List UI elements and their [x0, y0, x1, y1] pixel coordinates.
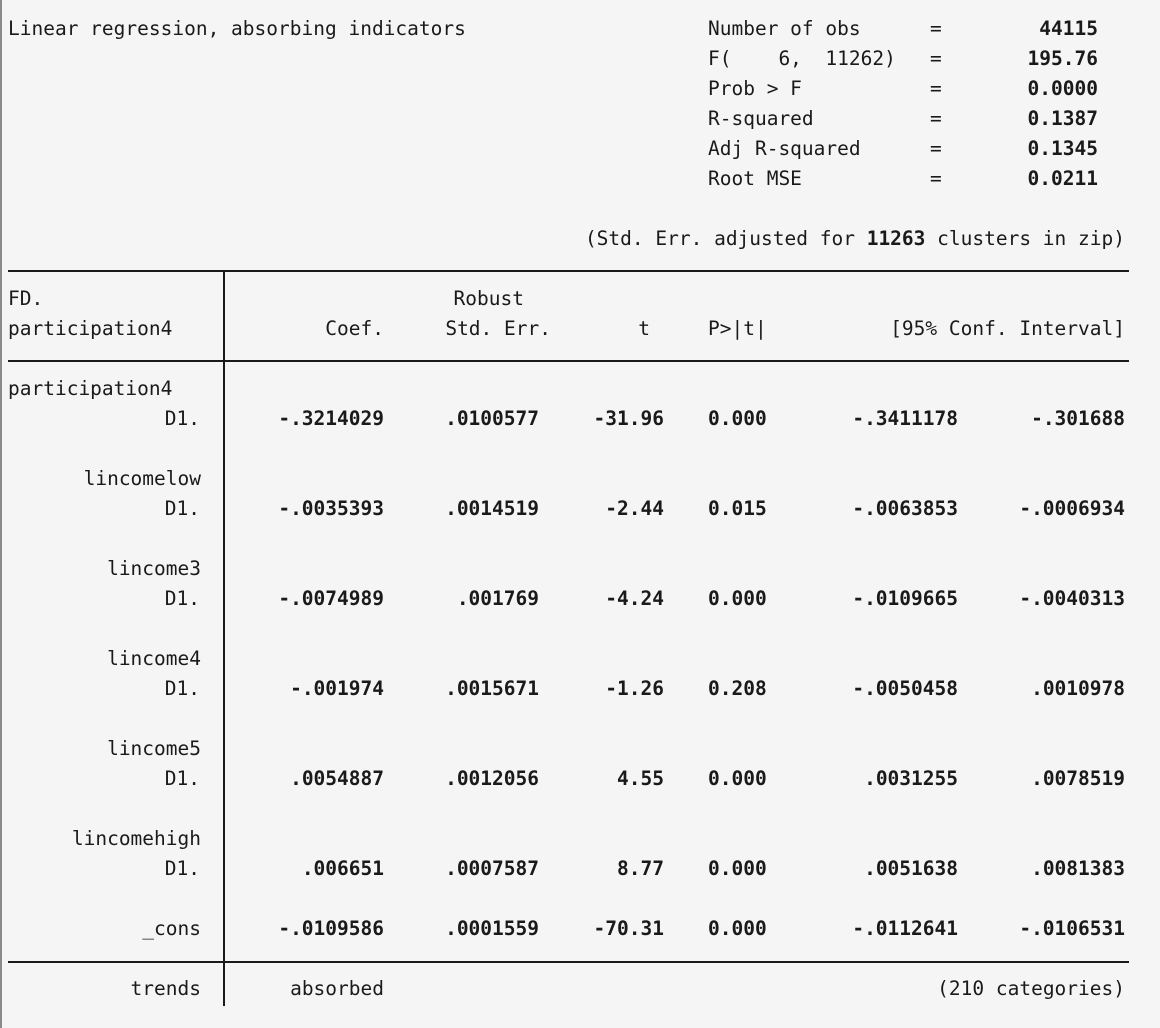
row-variable: lincomelow: [83, 467, 201, 490]
row-coef: -.0035393: [278, 497, 384, 520]
row-t: -4.24: [605, 587, 664, 610]
row-p: 0.000: [708, 857, 767, 880]
body-column-divider: [223, 361, 225, 962]
row-operator: D1.: [164, 497, 200, 520]
row-ci-low: -.0109665: [852, 587, 958, 610]
coef-header: Coef.: [325, 317, 384, 340]
row-ci-high: .0081383: [1031, 857, 1125, 880]
row-ci-high: .0010978: [1031, 677, 1125, 700]
robust-label: Robust: [453, 287, 524, 310]
table-header-rule: [8, 360, 1129, 362]
row-ci-low: -.0063853: [852, 497, 958, 520]
absorbed-status: absorbed: [290, 977, 384, 1000]
row-operator: D1.: [164, 767, 200, 790]
row-coef: -.0074989: [278, 587, 384, 610]
stat-label: Number of obs: [708, 17, 861, 40]
row-p: 0.000: [708, 767, 767, 790]
stat-label: Adj R-squared: [708, 137, 861, 160]
window-edge: [0, 0, 2, 1028]
row-stderr: .0014519: [445, 497, 539, 520]
row-stderr: .001769: [456, 587, 539, 610]
stat-eq: =: [930, 167, 942, 190]
stat-label: Root MSE: [708, 167, 802, 190]
row-coef: -.0109586: [278, 917, 384, 940]
row-ci-low: -.0112641: [852, 917, 958, 940]
table-top-rule: [8, 270, 1129, 272]
row-ci-high: -.0006934: [1019, 497, 1125, 520]
row-t: -70.31: [593, 917, 664, 940]
row-ci-high: -.0106531: [1019, 917, 1125, 940]
row-ci-high: -.301688: [1031, 407, 1125, 430]
row-coef: -.001974: [290, 677, 384, 700]
stat-label: Prob > F: [708, 77, 802, 100]
row-operator: D1.: [164, 407, 200, 430]
ci-header: [95% Conf. Interval]: [890, 317, 1125, 340]
row-variable: lincome4: [107, 647, 201, 670]
row-operator: D1.: [164, 587, 200, 610]
stat-value: 0.0211: [1027, 167, 1098, 190]
row-coef: .0054887: [290, 767, 384, 790]
row-variable: lincomehigh: [71, 827, 201, 850]
row-t: 8.77: [617, 857, 664, 880]
stat-value: 0.1387: [1027, 107, 1098, 130]
cluster-note-prefix: (Std. Err. adjusted for: [584, 227, 867, 250]
row-coef: -.3214029: [278, 407, 384, 430]
stat-value: 195.76: [1027, 47, 1098, 70]
row-stderr: .0015671: [445, 677, 539, 700]
stat-label: F( 6, 11262): [708, 47, 896, 70]
stat-value: 0.0000: [1027, 77, 1098, 100]
stat-value: 44115: [1039, 17, 1098, 40]
row-stderr: .0001559: [445, 917, 539, 940]
depvar-name: participation4: [8, 317, 173, 340]
regression-title: Linear regression, absorbing indicators: [8, 17, 466, 40]
row-variable: lincome5: [107, 737, 201, 760]
stat-eq: =: [930, 137, 942, 160]
row-ci-low: .0051638: [864, 857, 958, 880]
row-variable: _cons: [142, 917, 201, 940]
cluster-note-suffix: clusters in zip): [925, 227, 1125, 250]
stat-label: R-squared: [708, 107, 814, 130]
t-header: t: [638, 317, 650, 340]
p-header: P>|t|: [708, 317, 767, 340]
row-p: 0.000: [708, 587, 767, 610]
stat-eq: =: [930, 77, 942, 100]
cluster-note: [420, 224, 1125, 254]
absorbed-categories: (210 categories): [937, 977, 1125, 1000]
row-operator: D1.: [164, 857, 200, 880]
row-ci-low: -.3411178: [852, 407, 958, 430]
row-t: -2.44: [605, 497, 664, 520]
row-t: -31.96: [593, 407, 664, 430]
row-t: -1.26: [605, 677, 664, 700]
stat-value: 0.1345: [1027, 137, 1098, 160]
header-column-divider: [223, 270, 225, 362]
row-ci-high: .0078519: [1031, 767, 1125, 790]
row-stderr: .0007587: [445, 857, 539, 880]
absorbed-variable: trends: [130, 977, 201, 1000]
row-variable: participation4: [8, 377, 173, 400]
row-p: 0.015: [708, 497, 767, 520]
row-variable: lincome3: [107, 557, 201, 580]
cluster-count: 11263: [866, 227, 926, 250]
row-p: 0.000: [708, 917, 767, 940]
stat-eq: =: [930, 107, 942, 130]
row-p: 0.000: [708, 407, 767, 430]
row-operator: D1.: [164, 677, 200, 700]
footer-column-divider: [223, 962, 225, 1006]
table-bottom-rule: [8, 961, 1129, 963]
stat-eq: =: [930, 17, 942, 40]
depvar-prefix: FD.: [8, 287, 44, 310]
row-stderr: .0012056: [445, 767, 539, 790]
row-ci-low: .0031255: [864, 767, 958, 790]
stat-eq: =: [930, 47, 942, 70]
row-ci-low: -.0050458: [852, 677, 958, 700]
row-t: 4.55: [617, 767, 664, 790]
row-stderr: .0100577: [445, 407, 539, 430]
stderr-header: Std. Err.: [445, 317, 551, 340]
row-coef: .006651: [301, 857, 384, 880]
row-p: 0.208: [708, 677, 767, 700]
row-ci-high: -.0040313: [1019, 587, 1125, 610]
